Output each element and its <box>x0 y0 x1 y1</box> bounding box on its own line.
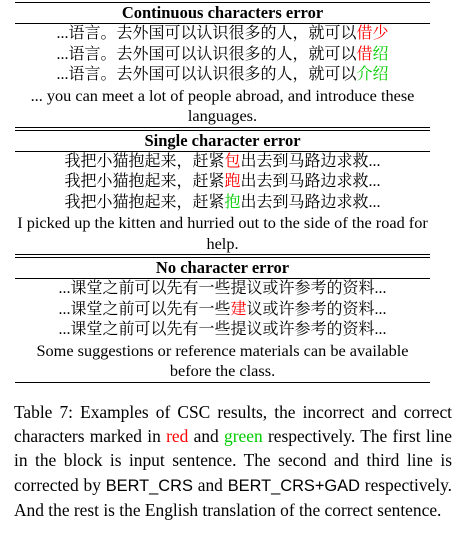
block-title: No character error <box>155 258 290 277</box>
incorrect-chars: 借少 <box>356 25 389 42</box>
incorrect-char: 包 <box>224 152 241 170</box>
sentence-text: 出去到马路边求救... <box>240 152 381 170</box>
sentence-text: 我把小猫抱起来，赶紧 <box>64 173 225 190</box>
block-title: Continuous characters error <box>121 3 324 22</box>
sentence-text: ...语言。去外国可以认识很多的人，就可以 <box>56 45 357 63</box>
correct-char: 绍 <box>372 45 389 63</box>
caption-green-word: green <box>224 426 263 447</box>
sentence-text: ...语言。去外国可以认识很多的人，就可以 <box>56 25 357 42</box>
crs-correction <box>15 45 430 66</box>
sentence-text: 出去到马路边求救... <box>240 193 381 211</box>
sentence-text: 议或许参考的资料... <box>246 300 387 318</box>
sentence-text: 我把小猫抱起来，赶紧 <box>64 193 225 211</box>
input-sentence: ...课堂之前可以先有一些提议或许参考的资料... <box>58 280 387 297</box>
caption-text: Table 7: Examples of CSC results, the incorrect and correct characters marked in <box>14 402 452 447</box>
gad-correction <box>15 193 430 214</box>
sentence-text: ...语言。去外国可以认识很多的人，就可以 <box>56 66 357 83</box>
sentence-text: 我把小猫抱起来，赶紧 <box>64 152 225 170</box>
caption-red-word: red <box>166 426 189 447</box>
input-sentence <box>15 152 430 173</box>
bottom-rule <box>15 382 430 383</box>
model-name: BERT_CRS+GAD <box>227 476 360 495</box>
crs-correction <box>15 172 430 193</box>
translation: I picked up the kitten and hurried out to the side of the road for help. <box>17 213 428 253</box>
caption-text: and <box>193 426 219 447</box>
correct-chars: 介绍 <box>356 66 389 83</box>
csc-examples-table <box>15 2 430 383</box>
incorrect-char: 建 <box>230 300 247 318</box>
input-sentence <box>15 24 430 45</box>
caption-text: respectively. And the rest is the English translation of the correct sentence. <box>14 474 453 520</box>
translation: Some suggestions or reference materials can be available before the class. <box>36 340 409 380</box>
crs-correction <box>15 300 430 321</box>
caption-text: and <box>197 474 223 495</box>
table-caption <box>14 400 452 522</box>
incorrect-char: 借 <box>356 45 373 63</box>
gad-correction: ...课堂之前可以先有一些提议或许参考的资料... <box>58 321 387 338</box>
caption-text: respectively. The first line in the block is input sentence. The second and third line is corrected by <box>14 426 452 495</box>
gad-correction <box>15 65 430 86</box>
sentence-text: ...课堂之前可以先有一些 <box>58 300 231 318</box>
sentence-text: 出去到马路边求救... <box>240 173 381 190</box>
incorrect-char: 跑 <box>224 173 241 190</box>
translation: ... you can meet a lot of people abroad, and introduce these languages. <box>30 85 415 125</box>
block-title: Single character error <box>144 130 301 150</box>
model-name: BERT_CRS <box>105 476 193 495</box>
correct-char: 抱 <box>224 193 241 211</box>
